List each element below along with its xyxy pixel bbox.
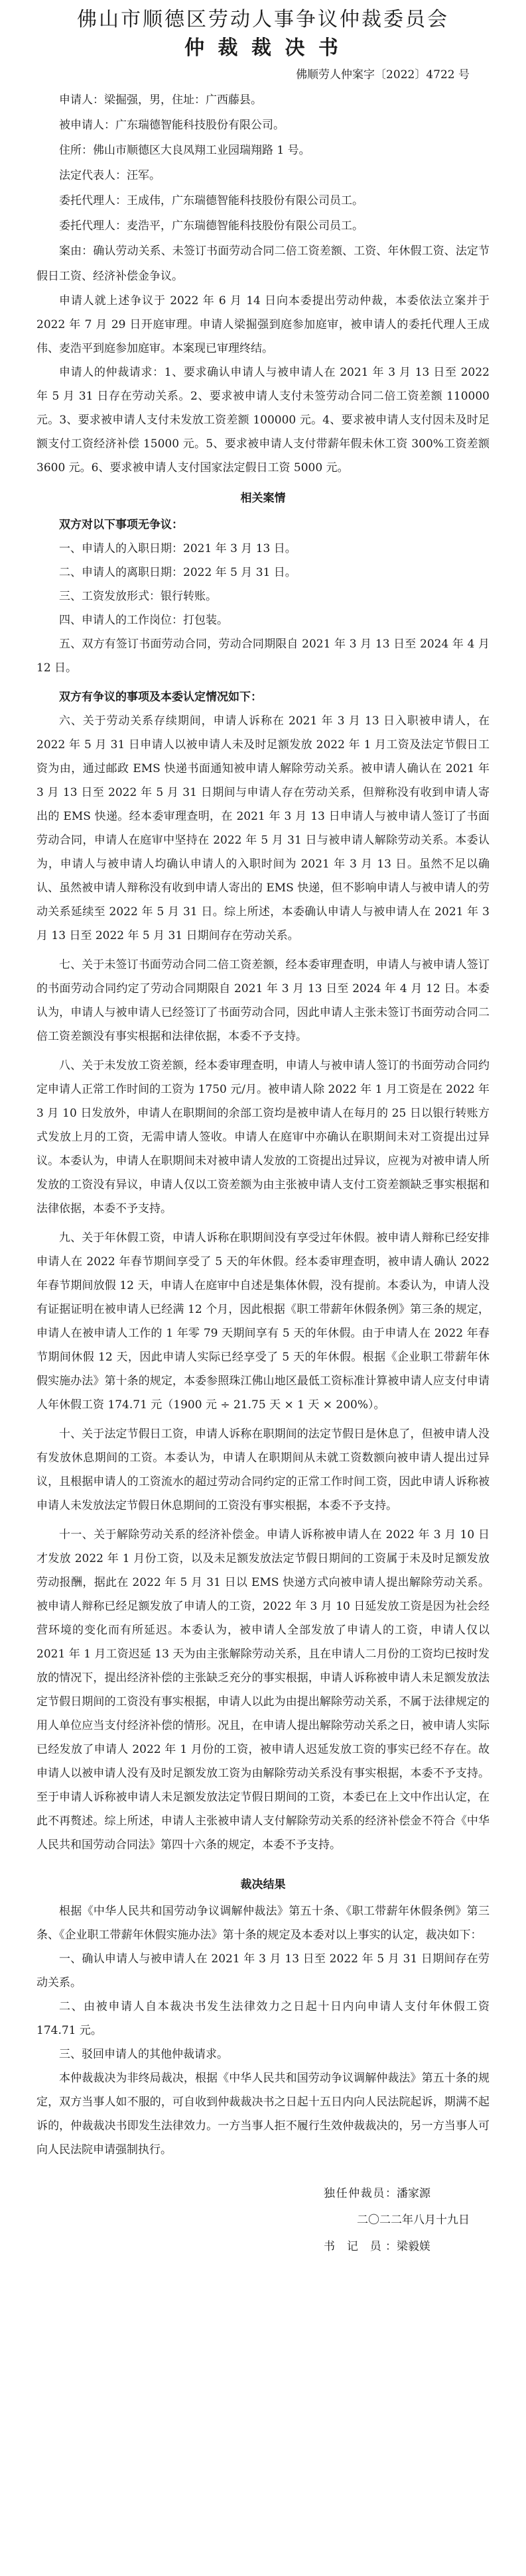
- party-line: 案由：确认劳动关系、未签订书面劳动合同二倍工资差额、工资、年休假工资、法定节假日工资、经济补偿金争议。: [36, 245, 490, 283]
- signature-block: [36, 2180, 490, 2260]
- intro-section: [36, 289, 490, 480]
- result-intro: 根据《中华人民共和国劳动争议调解仲裁法》第五十条、《职工带薪年休假条例》第三条、《企业职工带薪年休假实施办法》第十条的规定及本委对以上事实的认定，裁决如下：: [36, 1905, 490, 1942]
- result-item: 一、确认申请人与被申请人在 2021 年 3 月 13 日至 2022 年 5 月 31 日期间存在劳动关系。: [36, 1952, 490, 1989]
- disputed-item: 九、关于年休假工资，申请人诉称在职期间没有享受过年休假。被申请人辩称已经安排申请人在 2022 年春节期间享受了 5 天的年休假。经本委审理查明，被申请人确认 2022 年春节期间放假 12 天，申请人在庭审中自述是集体休假，没有提前。本委认为，申请人没有证据证明在被申请人已经满 12 个月，因此根据《职工带薪年休假条例》第三条的规定，申请人在被申请人工作的 1 年零 79 天期间享有 5 天的年休假。由于申请人在 2022 年春节期间休假 12 天，因此申请人实际已经享受了 5 天的年休假。根据《企业职工带薪年休假实施办法》第十条的规定，本委参照珠江佛山地区最低工资标准计算被申请人应支付申请人年休假工资 174.71 元（1900 元 ÷ 21.75 天 × 1 天 × 200%）。: [36, 1231, 490, 1412]
- facts-heading: 相关案情: [240, 492, 286, 505]
- disputed-item: 八、关于未发放工资差额，经本委审理查明，申请人与被申请人签订的书面劳动合同约定申请人正常工作时间的工资为 1750 元/月。被申请人除 2022 年 1 月工资是在 2022 年 3 月 10 日发放外，申请人在职期间的余部工资均是被申请人在每月的 25 日以银行转账方式发放上月的工资，无需申请人签收。申请人在庭审中亦确认在职期间未对工资提出过异议。本委认为，申请人在职期间未对被申请人发放的工资提出过异议，应视为对被申请人所发放的工资没有异议，申请人仅以工资差额为由主张被申请人支付工资差额缺乏事实根据和法律依据，本委不予支持。: [36, 1059, 490, 1215]
- disputed-section: [36, 685, 490, 1857]
- undisputed-heading: 双方对以下事项无争议：: [59, 518, 183, 532]
- ruling-date: 二〇二二年八月十九日: [357, 2213, 470, 2227]
- undisputed-item: 三、工资发放形式：银行转账。: [59, 590, 217, 603]
- undisputed-item: 二、申请人的离职日期：2022 年 5 月 31 日。: [59, 566, 296, 579]
- disputed-item: 十一、关于解除劳动关系的经济补偿金。申请人诉称被申请人在 2022 年 3 月 10 日才发放 2022 年 1 月份工资，以及未足额发放法定节假日期间的工资属于未及时足额发放劳动报酬，据此在 2022 年 5 月 31 日以 EMS 快递方式向被申请人提出解除劳动关系。被申请人辩称已经足额发放了申请人的工资，2022 年 3 月 10 日延发放工资是因为社会经营环境的变化而有所延迟。本委认为，被申请人全部发放了申请人的工资，申请人仅以 2021 年 1 月工资迟延 13 天为由主张解除劳动关系，且在申请人二月份的工资均已按时发放的情况下，提出经济补偿的主张缺乏充分的事实根据，申请人诉称被申请人未足额发放法定节假日期间的工资没有事实根据，申请人以此为由提出解除劳动关系，不属于法律规定的用人单位应当支付经济补偿的情形。况且，在申请人提出解除劳动关系之日，被申请人实际已经发放了申请人 2022 年 1 月份的工资，被申请人迟延发放工资的事实已经不存在。故申请人以被申请人没有及时足额发放工资为由解除劳动关系没有事实根据，本委不予支持。至于申请人诉称被申请人未足额发放法定节假日期间的工资，本委已在上文中作出认定，在此不再赘述。综上所述，申请人主张被申请人支付解除劳动关系的经济补偿金不符合《中华人民共和国劳动合同法》第四十六条的规定，本委不予支持。: [36, 1528, 490, 1852]
- disputed-item: 六、关于劳动关系存续期间，申请人诉称在 2021 年 3 月 13 日入职被申请人，在 2022 年 5 月 31 日申请人以被申请人未及时足额发放 2022 年 1 月工资及法定节假日工资为由，通过邮政 EMS 快递书面通知被申请人解除劳动关系。被申请人确认在 2021 年 3 月 13 日至 2022 年 5 月 31 日期间与申请人存在劳动关系，但辩称没有收到申请人寄出的 EMS 快递。经本委审理查明，在 2021 年 3 月 13 日申请人与被申请人签订了书面劳动合同，申请人在庭审中坚持在 2022 年 5 月 31 日与被申请人解除劳动关系。本委认为，申请人与被申请人均确认申请人的入职时间为 2021 年 3 月 13 日。虽然不足以确认、虽然被申请人辩称没有收到申请人寄出的 EMS 快递，但不影响申请人与被申请人的劳动关系延续至 2022 年 5 月 31 日。综上所述，本委确认申请人与被申请人在 2021 年 3 月 13 日至 2022 年 5 月 31 日期间存在劳动关系。: [36, 714, 490, 942]
- undisputed-item: 一、申请人的入职日期：2021 年 3 月 13 日。: [59, 542, 296, 555]
- undisputed-section: [36, 513, 490, 680]
- party-info: [36, 87, 490, 289]
- party-line: 住所：佛山市顺德区大良凤翔工业园瑞翔路 1 号。: [59, 144, 310, 157]
- disputed-item: 七、关于未签订书面劳动合同二倍工资差额，经本委审理查明，申请人与被申请人签订的书面劳动合同约定了劳动合同期限自 2021 年 3 月 13 日至 2024 年 4 月 12 日。本委认为，申请人与被申请人已经签订了书面劳动合同，因此申请人主张未签订书面劳动合同二倍工资差额没有事实根据和法律依据，本委不予支持。: [36, 958, 490, 1043]
- party-line: 申请人：梁掘强，男，住址：广西藤县。: [59, 93, 262, 107]
- party-line: 被申请人：广东瑞德智能科技股份有限公司。: [59, 119, 285, 132]
- document-title: 仲 裁 裁 决 书: [184, 36, 342, 60]
- result-item: 二、由被申请人自本裁决书发生法律效力之日起十日内向申请人支付年休假工资 174.71 元。: [36, 2000, 490, 2037]
- party-line: 委托代理人：王成伟，广东瑞德智能科技股份有限公司员工。: [59, 194, 363, 207]
- party-line: 法定代表人：汪军。: [59, 169, 161, 182]
- disputed-item: 十、关于法定节假日工资，申请人诉称在职期间的法定节假日是休息了，但被申请人没有发放休息期间的工资。本委认为，申请人在职期间从未就工资数额向被申请人提出过异议，且根据申请人的工资流水的超过劳动合同约定的正常工作时间工资，因此申请人诉称被申请人未发放法定节假日休息期间的工资没有事实根据，本委不予支持。: [36, 1428, 490, 1512]
- intro-paragraph: 申请人就上述争议于 2022 年 6 月 14 日向本委提出劳动仲裁，本委依法立案并于 2022 年 7 月 29 日开庭审理。申请人梁掘强到庭参加庭审，被申请人的委托代理人王成伟、麦浩平到庭参加庭审。本案现已审理终结。: [36, 294, 490, 355]
- undisputed-item: 五、双方有签订书面劳动合同，劳动合同期限自 2021 年 3 月 13 日至 2024 年 4 月 12 日。: [36, 638, 490, 675]
- arbitrator-name: 潘家源: [397, 2187, 430, 2200]
- result-section: [36, 1899, 490, 2162]
- arbitration-claims: 申请人的仲裁请求：1、要求确认申请人与被申请人在 2021 年 3 月 13 日至 2022 年 5 月 31 日存在劳动关系。2、要求被申请人支付未签劳动合同二倍工资差额 110000 元。3、要求被申请人支付未发放工资差额 100000 元。4、要求被申请人支付因未及时足额支付工资经济补偿 15000 元。5、要求被申请人支付带薪年假未休工资 300%工资差额 3600 元。6、要求被申请人支付国家法定假日工资 5000 元。: [36, 366, 490, 475]
- disputed-heading: 双方有争议的事项及本委认定情况如下：: [59, 691, 262, 704]
- document-issuer: 佛山市顺德区劳动人事争议仲裁委员会: [77, 8, 449, 31]
- clerk-name: 梁毅媄: [397, 2240, 430, 2253]
- party-line: 委托代理人：麦浩平，广东瑞德智能科技股份有限公司员工。: [59, 219, 363, 233]
- undisputed-item: 四、申请人的工作岗位：打包装。: [59, 614, 228, 627]
- arbitrator-label: 独任仲裁员：: [324, 2187, 397, 2200]
- clerk-label: 书 记 员：: [324, 2240, 397, 2253]
- result-item: 三、驳回申请人的其他仲裁请求。: [59, 2048, 228, 2061]
- result-heading: 裁决结果: [240, 1878, 286, 1891]
- result-closing: 本仲裁裁决为非终局裁决，根据《中华人民共和国劳动争议调解仲裁法》第五十条的规定，双方当事人如不服的，可自收到仲裁裁决书之日起十五日内向人民法院起诉，期满不起诉的，仲裁裁决书即发生法律效力。一方当事人拒不履行生效仲裁裁决的，另一方当事人可向人民法院申请强制执行。: [36, 2072, 490, 2156]
- case-number: 佛顺劳人仲案字〔2022〕4722 号: [296, 68, 470, 82]
